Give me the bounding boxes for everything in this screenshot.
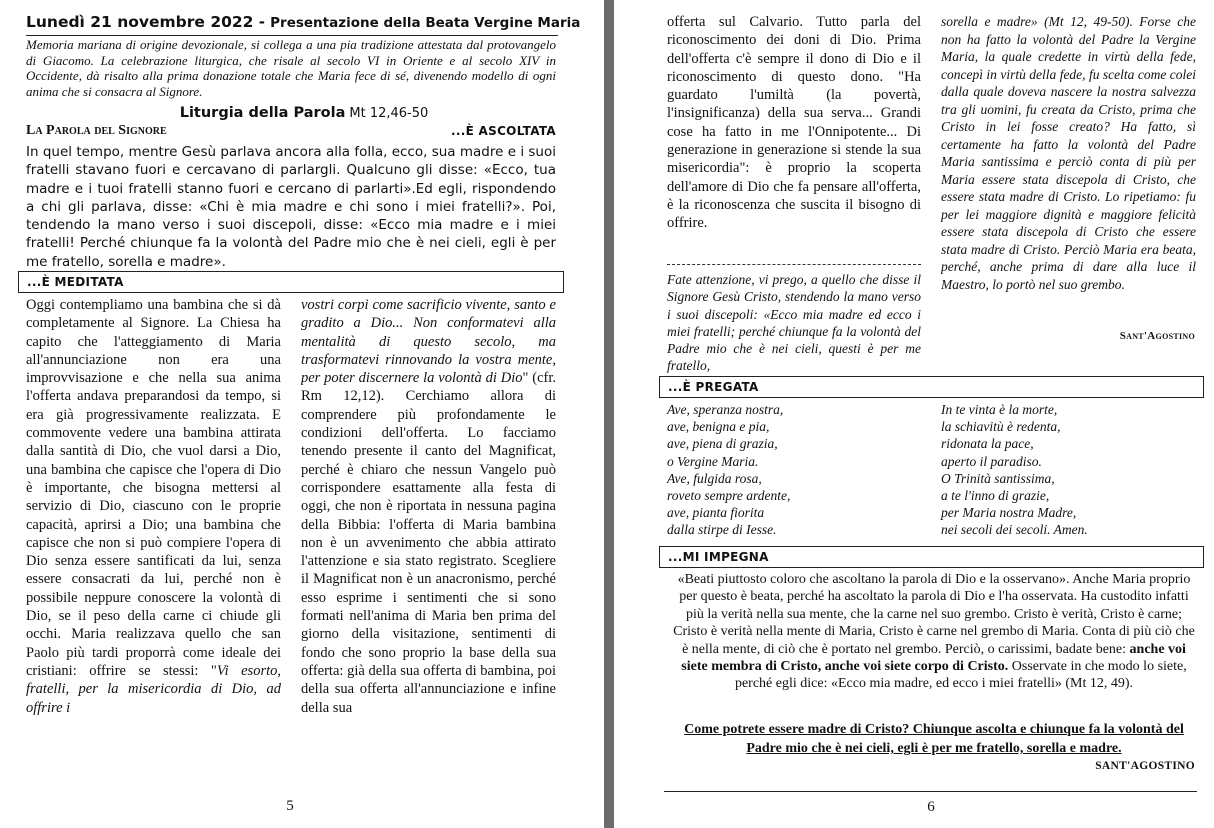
meditation-quote-1: Vi esorto, fratelli, per la misericordia di Dio, ad offrire i <box>26 662 281 716</box>
impegna-body: «Beati piuttosto coloro che ascoltano la parola di Dio e la osservano». Anche Maria proprio per questo è beata, perché ha ascoltato la parola di Dio e l'ha osservata. Ha custodito infatti più la verità nella sua mente, che la carne nel suo grembo. Cristo è verità, Cristo è carne; Cristo è verità nella mente di Maria, Cristo è carne nel grembo di Maria. Conta di più ciò che è nella mente, di ciò che è portato nel grembo. Perciò, o carissimi, badate bene: <box>673 572 1195 657</box>
meditation-text-2: Cerchiamo allora di comprendere più profondamente le condizioni dell'offerta. Lo facciamo tenendo presente il canto del Magnificat, perché è chiaro che nessun Vangelo può corrispondere esattamente alla festa di oggi, che non è riportata in nessuna pagina della Bibbia: l'offerta di Maria bambina non è un avvenimento che abbia attirato l'attenzione e sia stato registrato. Scegliere il Magnificat non è un anacronismo, perché esso esprime i sentimenti che si sono formati nell'anima di Maria ben prima del giorno della visitazione, sentimenti di fondo che sono proprio la base della sua offerta: già della sua offerta di bambina, poi della sua offerta all'annunciazione e infine della sua <box>301 388 556 716</box>
page-number-6: 6 <box>927 799 935 815</box>
impegna-text <box>672 571 1196 693</box>
prayer-line: ridonata la pace, <box>941 436 1034 452</box>
liturgy-title-line <box>26 104 582 122</box>
p6-column-1-top: offerta sul Calvario. Tutto parla del riconoscimento dei doni di Dio. Prima dell'offerta c'è sempre il dono di Dio e il riconoscimento di questo dono. "Ha guardato l'umiltà (la povertà, l'insignificanza) della sua serva... Grandi cose ha fatto in me l'Onnipotente... Di generazione in generazione si stende la sua misericordia": è proprio la scoperta dell'amore di Dio che fa pensare all'offerta, è la riconoscenza che suscita il bisogno di offrire. <box>667 14 921 232</box>
prayer-line: nei secoli dei secoli. Amen. <box>941 522 1088 538</box>
prayer-left-column <box>667 401 927 539</box>
meditation-reference: " (cfr. Rm 12,12). <box>301 370 556 405</box>
intro-paragraph: Memoria mariana di origine devozionale, si collega a una pia tradizione attestata dal protovangelo di Giacomo. La celebrazione liturgica, che risale al secolo VI in Oriente e al secolo XIV in Occidente, dà risalto alla prima donazione totale che Maria fece di sé, divenendo modello di ogni anima che si consacra al Signore. <box>26 37 556 99</box>
header-rule <box>26 35 558 36</box>
liturgy-title: Liturgia della Parola <box>179 105 346 121</box>
meditation-text-1: Oggi contempliamo una bambina che si dà completamente al Signore. La Chiesa ha capito che l'atteggiamento di Maria all'annunciazione non era una improvvisazione e che nella sua anima l'offerta andava preparandosi da tempo, si era già progressivamente realizzata. E commovente vedere una bambina attirata dalla santità di Dio, che vuol darsi a Dio, una bambina che capisce che l'opera di Dio è importante, che bisogna mettersi al servizio di Dio, ciascuno con le proprie capacità, aprirsi a Dio; una bambina che capisce che non si può compiere l'opera di Dio senza essere santificati da lui, senza essere consacrati da lui, perché non è possibile neppure conoscere la volontà di Dio, se il peso della carne ci chiude gli occhi. Maria realizzava quello che san Paolo più tardi proporrà come ideale dei cristiani: offrire se stessi: " <box>26 297 281 679</box>
impegna-body-2: Osservate in che modo lo siete, perché egli dice: «Ecco mia madre, ed ecco i miei fratelli» (Mt 12, 49). <box>734 659 1187 692</box>
prayer-line: ave, benigna e pia, <box>667 419 770 435</box>
p6-dashed-rule <box>667 264 921 265</box>
prayer-line: la schiavitù è redenta, <box>941 419 1061 435</box>
prayer-line: per Maria nostra Madre, <box>941 505 1077 521</box>
page-header <box>26 12 586 31</box>
p6-column-2-top: sorella e madre» (Mt 12, 49-50). Forse che non ha fatto la volontà del Padre la Vergine Maria, la quale credette in virtù della fede, concepì in virtù della fede, fu scelta come colei dalla quale doveva nascere la nostra salvezza tra gli uomini, fu creata da Cristo, prima che Cristo in lei fosse creato? Ha fatto, sì certamente ha fatto la volontà del Padre Maria santissima e perciò conta di più per Maria essere stata discepola di Cristo, che essere stata madre di Cristo. Lo ripetiamo: fu per lei maggiore dignità e maggiore felicità essere stata discepola di Cristo che essere stata madre di Cristo. Perciò Maria era beata, perché, anche prima di dare alla luce il Maestro, lo portò nel suo grembo. <box>941 14 1196 292</box>
prayer-line: Ave, fulgida rosa, <box>667 470 762 486</box>
author-sant-agostino-1: Sant'Agostino <box>1119 330 1195 342</box>
impegna-final: Come potrete essere madre di Cristo? Chiunque ascolta e chiunque fa la volontà del Padre mio che è nei cieli, egli è per me fratello, sorella e madre. <box>684 722 1184 756</box>
prayer-line: In te vinta è la morte, <box>941 402 1058 417</box>
word-label: La Parola del Signore <box>26 123 167 138</box>
footer-rule <box>664 791 1197 792</box>
p6-column-1-bottom: Fate attenzione, vi prego, a quello che disse il Signore Gesù Cristo, stendendo la mano verso i suoi discepoli: «Ecco mia madre ed ecco i miei fratelli; perché chiunque fa la volontà del Padre mio che è nei cieli, questi è per me fratello, <box>667 272 921 374</box>
gospel-text: In quel tempo, mentre Gesù parlava ancora alla folla, ecco, sua madre e i suoi fratelli stavano fuori e cercavano di parlargli. Qualcuno gli disse: «Ecco, tua madre e i tuoi fratelli stanno fuori e cercano di parlarti».Ed egli, rispondendo a chi gli parlava, disse: «Chi è mia madre e chi sono i miei fratelli?». Poi, tendendo la mano verso i suoi discepoli, disse: «Ecco mia madre e i miei fratelli! Perché chiunque fa la volontà del Padre mio che è nei cieli, egli è per me fratello, sorella e madre». <box>26 144 556 270</box>
prayer-line: dalla stirpe di Iesse. <box>667 522 777 538</box>
prayer-right-column <box>941 401 1201 539</box>
meditation-quote-2: vostri corpi come sacrificio vivente, santo e gradito a Dio... Non conformatevi alla mentalità di questo secolo, ma trasformatevi rinnovando la vostra mente, per poter discernere la volontà di Dio <box>301 297 556 387</box>
page-number-5: 5 <box>286 798 294 814</box>
meditation-column-1 <box>26 296 281 790</box>
liturgy-reference: Mt 12,46-50 <box>349 106 429 121</box>
prayer-line: aperto il paradiso. <box>941 453 1042 469</box>
prayer-line: Ave, speranza nostra, <box>667 402 784 417</box>
header-separator: - <box>253 13 271 31</box>
prayer-line: ave, piena di grazia, <box>667 436 778 452</box>
impegna-bold: anche voi siete membra di Cristo, anche voi siete corpo di Cristo. <box>681 641 1186 675</box>
prayer-line: o Vergine Maria. <box>667 453 759 469</box>
prayer-line: a te l'inno di grazie, <box>941 488 1050 504</box>
page-divider <box>604 0 614 828</box>
header-feast: Presentazione della Beata Vergine Maria <box>270 15 581 31</box>
pregata-heading: ...È PREGATA <box>659 376 1204 398</box>
prayer-line: roveto sempre ardente, <box>667 488 791 504</box>
prayer-line: ave, pianta fiorita <box>667 505 765 521</box>
author-sant-agostino-2: SANT'AGOSTINO <box>1095 760 1195 772</box>
meditata-heading: ...È MEDITATA <box>18 271 564 293</box>
prayer-line: O Trinità santissima, <box>941 470 1055 486</box>
impegna-heading: ...MI IMPEGNA <box>659 546 1204 568</box>
listen-label: ...È ASCOLTATA <box>451 124 556 138</box>
meditation-column-2 <box>301 296 556 790</box>
header-date: Lunedì 21 novembre 2022 <box>26 13 254 31</box>
